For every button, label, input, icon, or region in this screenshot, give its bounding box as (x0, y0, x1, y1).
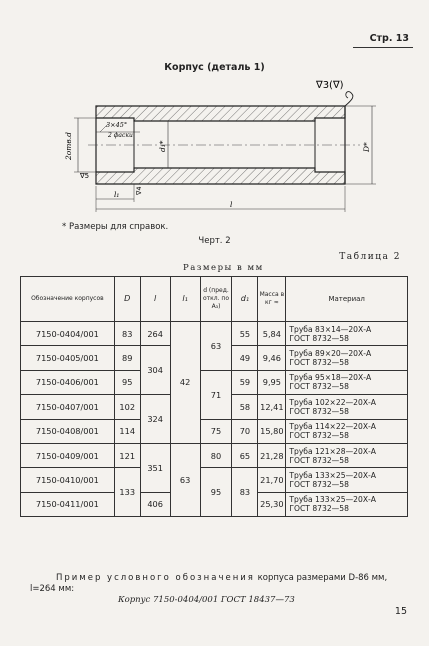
cell-material (286, 395, 408, 419)
table-row (21, 468, 408, 492)
cell-d1: 59 (232, 370, 258, 394)
l-label: l (230, 200, 233, 209)
diam-label: 2отв.d (64, 132, 73, 160)
cell-designation: 7150-0408/001 (21, 419, 115, 443)
cell-D: 89 (114, 346, 140, 370)
cell-mass: 9,95 (258, 370, 286, 394)
cell-d: 63 (200, 322, 232, 371)
material-standard: ГОСТ 8732—58 (289, 382, 349, 392)
material-standard: ГОСТ 8732—58 (289, 431, 349, 441)
header-mass: Масса в кг ≈ (258, 277, 286, 322)
cell-D: 121 (114, 443, 140, 467)
material-pipe: Труба 102×22—20Х-А (289, 397, 376, 407)
cell-material (286, 322, 408, 346)
table-row (21, 443, 408, 467)
material-standard: ГОСТ 8732—58 (289, 358, 349, 368)
material-pipe: Труба 83×14—20Х-А (289, 324, 372, 334)
example-heading-rest: корпуса размерами D-86 мм, (254, 573, 388, 583)
example-line-2: l=264 мм: (30, 584, 75, 594)
cell-d1: 70 (232, 419, 258, 443)
cell-designation: 7150-0410/001 (21, 468, 115, 492)
table-label: Таблица 2 (339, 252, 401, 262)
cell-designation: 7150-0406/001 (21, 370, 115, 394)
material-pipe: Труба 89×20—20Х-А (289, 349, 372, 359)
chamfer-count-label: 2 фаски (108, 132, 133, 139)
D-label: D* (362, 142, 371, 152)
drawing-caption: Черт. 2 (198, 236, 231, 246)
cell-d: 80 (200, 443, 232, 467)
cell-d: 95 (200, 468, 232, 517)
example-heading: Пример условного обозначения (56, 573, 255, 583)
cell-l: 304 (140, 346, 170, 395)
table-row (21, 322, 408, 346)
surface-mark-mid: ∇4 (135, 186, 143, 195)
cell-designation: 7150-0409/001 (21, 443, 115, 467)
table-title: Размеры в мм (183, 263, 264, 273)
material-pipe: Труба 133×25—20Х-А (289, 495, 376, 505)
cell-D: 83 (114, 322, 140, 346)
cell-material (286, 346, 408, 370)
table-row (21, 370, 408, 394)
material-standard: ГОСТ 8732—58 (289, 333, 349, 343)
header-d1: d₁ (232, 277, 258, 322)
cell-material (286, 419, 408, 443)
cell-d1: 49 (232, 346, 258, 370)
material-pipe: Труба 121×28—20Х-А (289, 446, 376, 456)
surface-mark-left: ∇5 (80, 172, 90, 180)
cell-mass: 12,41 (258, 395, 286, 419)
material-standard: ГОСТ 8732—58 (289, 480, 349, 490)
header-d: d (пред. откл. по A₃) (200, 277, 232, 322)
example-line-1 (56, 573, 387, 583)
drawing-title: Корпус (деталь 1) (164, 62, 265, 73)
cell-l: 406 (140, 492, 170, 516)
cell-l: 264 (140, 322, 170, 346)
cell-designation: 7150-0404/001 (21, 322, 115, 346)
cell-designation: 7150-0411/001 (21, 492, 115, 516)
table-row (21, 419, 408, 443)
cell-material (286, 370, 408, 394)
header-material: Материал (286, 277, 408, 322)
cell-mass: 9,46 (258, 346, 286, 370)
cell-mass: 15,80 (258, 419, 286, 443)
d1-label: d₁* (158, 140, 167, 152)
example-designation: Корпус 7150-0404/001 ГОСТ 18437—73 (118, 595, 295, 605)
cell-l1: 42 (170, 322, 200, 444)
cell-d: 75 (200, 419, 232, 443)
cell-D: 95 (114, 370, 140, 394)
material-standard: ГОСТ 8732—58 (289, 455, 349, 465)
header-l: l (140, 277, 170, 322)
roughness-symbol: ∇3(∇) (316, 80, 344, 91)
technical-drawing (0, 0, 429, 240)
cell-l: 324 (140, 395, 170, 444)
material-pipe: Труба 95×18—20Х-А (289, 373, 372, 383)
header-D: D (114, 277, 140, 322)
cell-mass: 21,28 (258, 443, 286, 467)
l1-label: l₁ (114, 190, 120, 199)
page-number: 15 (394, 606, 407, 617)
cell-D: 114 (114, 419, 140, 443)
cell-d1: 55 (232, 322, 258, 346)
cell-material (286, 443, 408, 467)
page-header: Стр. 13 (369, 33, 409, 44)
cell-mass: 21,70 (258, 468, 286, 492)
cell-D: 102 (114, 395, 140, 419)
header-l1: l₁ (170, 277, 200, 322)
material-standard: ГОСТ 8732—58 (289, 504, 349, 514)
cell-D: 133 (114, 468, 140, 517)
material-pipe: Труба 133×25—20Х-А (289, 471, 376, 481)
material-pipe: Труба 114×22—20Х-А (289, 422, 376, 432)
header-designation: Обозначение корпусов (21, 277, 115, 322)
dimensions-table (20, 276, 408, 517)
cell-d1: 65 (232, 443, 258, 467)
cell-mass: 5,84 (258, 322, 286, 346)
cell-d1: 58 (232, 395, 258, 419)
cell-material (286, 492, 408, 516)
cell-designation: 7150-0405/001 (21, 346, 115, 370)
table-header-row (21, 277, 408, 322)
top-wall (96, 106, 345, 121)
chamfer-label: 3×45° (106, 121, 128, 129)
bottom-wall (96, 168, 345, 184)
footnote: * Размеры для справок. (62, 222, 169, 232)
cell-d: 71 (200, 370, 232, 419)
cell-d1: 83 (232, 468, 258, 517)
cell-l1: 63 (170, 443, 200, 516)
cell-material (286, 468, 408, 492)
material-standard: ГОСТ 8732—58 (289, 406, 349, 416)
cell-mass: 25,30 (258, 492, 286, 516)
cell-l: 351 (140, 443, 170, 492)
cell-designation: 7150-0407/001 (21, 395, 115, 419)
